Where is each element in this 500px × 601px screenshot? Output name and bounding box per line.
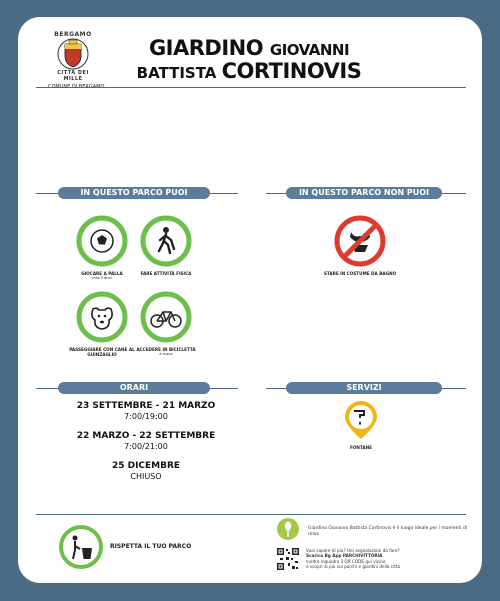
hours-period-2: 22 MARZO - 22 SETTEMBRE 7:00/21:00	[76, 431, 216, 451]
can-item-activity-label: FARE ATTIVITÀ FISICA	[140, 271, 192, 276]
logo-arc-bottom: CITTÀ DEI MILLE	[57, 70, 89, 82]
header-divider	[36, 87, 466, 88]
walking-icon	[140, 215, 192, 267]
info-line-1: Vuoi sapere di più? Hai segnalazioni da fare?	[306, 548, 400, 553]
hours-heading: ORARI	[58, 382, 210, 394]
hours-period-1: 23 SETTEMBRE - 21 MARZO 7:00/19:00	[76, 401, 216, 421]
logo-arc-top: BERGAMO	[54, 31, 92, 38]
cannot-heading: IN QUESTO PARCO NON PUOI	[286, 187, 442, 199]
service-fountain-label: FONTANE	[349, 445, 373, 450]
bicycle-icon	[140, 291, 192, 343]
title-cortinovis: CORTINOVIS	[221, 59, 362, 83]
coat-of-arms-icon	[56, 38, 90, 70]
dog-icon	[76, 291, 128, 343]
respect-park-text: RISPETTA IL TUO PARCO	[110, 543, 192, 550]
fountain-icon	[343, 399, 379, 441]
park-tagline: Giardino Giovanni Battista Cortinovis è il luogo ideale per i momenti di relax	[308, 526, 468, 537]
app-info-text	[306, 548, 466, 570]
can-item-ball-label: GIOCARE A PALLA max 5 anni	[81, 271, 123, 281]
park-title	[114, 38, 384, 82]
swimsuit-forbidden-icon	[334, 215, 386, 267]
trash-bin-icon	[58, 524, 104, 570]
title-giardino: GIARDINO	[148, 36, 264, 60]
title-giovanni: GIOVANNI	[269, 41, 350, 59]
ball-icon	[76, 215, 128, 267]
can-item-dog-label: PASSEGGIARE CON CANE AL GUINZAGLIO	[69, 347, 135, 358]
park-logo-icon	[276, 517, 300, 541]
info-line-3: Inoltre inquadra il QR CODE qui vicino	[306, 558, 386, 564]
park-sign	[18, 17, 482, 583]
cannot-item-swimsuit-label: STARE IN COSTUME DA BAGNO	[323, 271, 397, 276]
comune-logo	[48, 31, 98, 90]
title-battista: BATTISTA	[136, 64, 217, 82]
services-heading: SERVIZI	[286, 382, 442, 394]
can-heading: IN QUESTO PARCO PUOI	[58, 187, 210, 199]
footer-divider	[36, 514, 466, 515]
hours-period-3: 25 DICEMBRE CHIUSO	[111, 461, 181, 481]
qr-code-icon[interactable]	[276, 547, 300, 571]
can-item-bike-label: ACCEDERE IN BICICLETTA a mano	[136, 347, 196, 357]
info-line-2: Scarica Bg App PARCHIVITTORIA	[306, 553, 383, 559]
info-line-4: e scopri di più sui parchi e giardini della città	[306, 564, 401, 570]
